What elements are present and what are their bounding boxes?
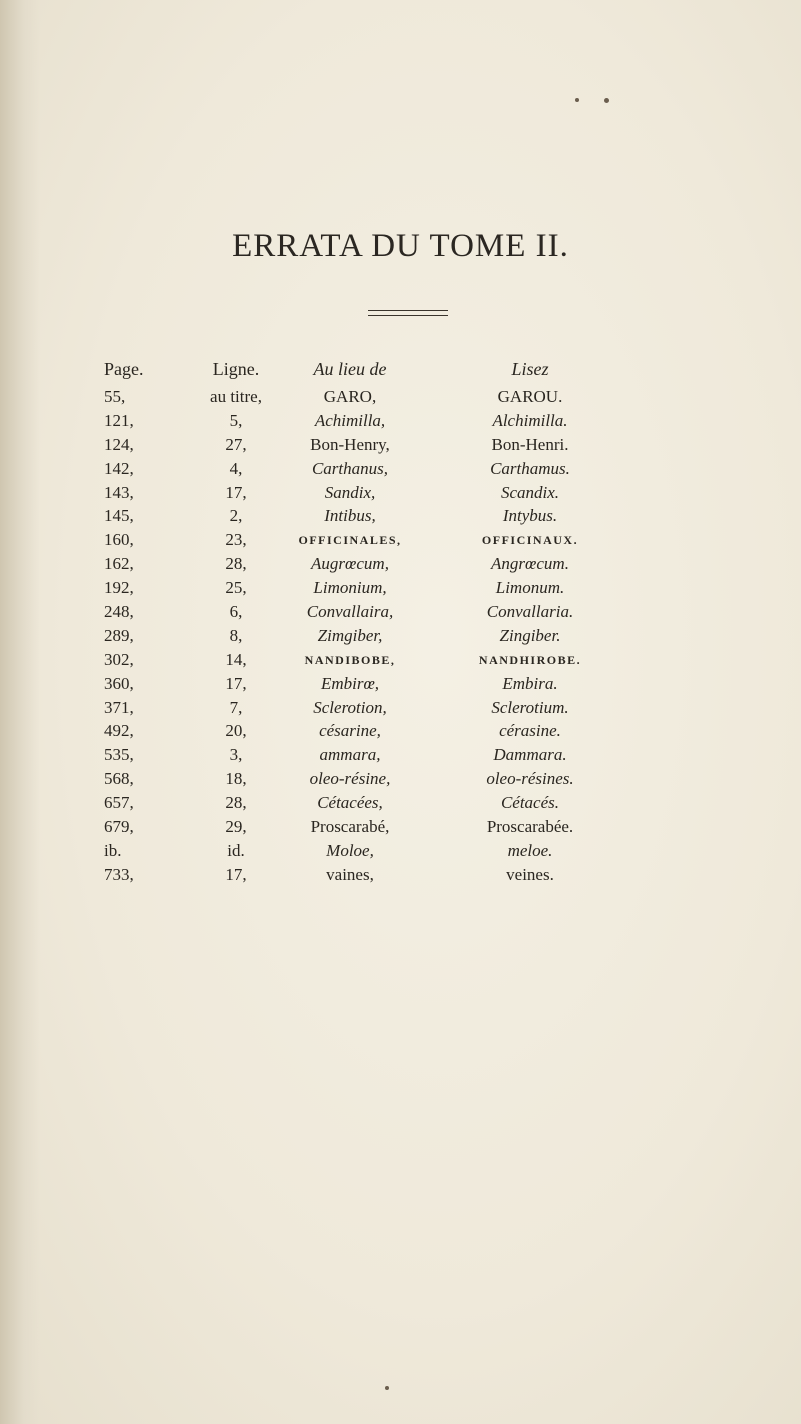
line-number: 17, bbox=[225, 482, 247, 502]
incorrect-text: Convallaira, bbox=[306, 602, 394, 622]
line-number: 7, bbox=[229, 697, 243, 717]
table-row bbox=[0, 434, 801, 458]
line-number: 23, bbox=[225, 530, 247, 550]
page-number: 162, bbox=[104, 554, 134, 574]
page-number: 145, bbox=[104, 506, 134, 526]
corrected-text: Convallaria. bbox=[486, 602, 574, 622]
line-number: 2, bbox=[229, 506, 243, 526]
page-number: ib. bbox=[104, 840, 122, 860]
table-row bbox=[0, 410, 801, 434]
table-row bbox=[0, 649, 801, 673]
line-number: 17, bbox=[225, 673, 247, 693]
corrected-text: Carthamus. bbox=[490, 458, 570, 478]
corrected-text: Sclerotium. bbox=[491, 697, 569, 717]
table-row bbox=[0, 458, 801, 482]
table-row bbox=[0, 386, 801, 410]
incorrect-text: Cétacées, bbox=[317, 793, 383, 813]
page-number: 143, bbox=[104, 482, 134, 502]
table-row bbox=[0, 864, 801, 888]
incorrect-text: oleo-résine, bbox=[309, 769, 391, 789]
ink-speck bbox=[575, 98, 579, 102]
line-number: 18, bbox=[225, 769, 247, 789]
table-row bbox=[0, 792, 801, 816]
table-header bbox=[0, 358, 801, 386]
corrected-text: Zingiber. bbox=[499, 625, 561, 645]
page-number: 679, bbox=[104, 817, 134, 837]
corrected-text: Limonum. bbox=[495, 578, 565, 598]
incorrect-text: GARO, bbox=[323, 387, 377, 406]
table-row bbox=[0, 577, 801, 601]
ink-speck bbox=[604, 98, 609, 103]
page-number: 733, bbox=[104, 864, 134, 884]
line-number: 6, bbox=[229, 602, 243, 622]
line-number: 17, bbox=[225, 864, 247, 884]
header-line: Ligne. bbox=[212, 359, 260, 379]
table-row bbox=[0, 697, 801, 721]
incorrect-text: Moloe, bbox=[326, 840, 374, 860]
line-number: 27, bbox=[225, 434, 247, 454]
incorrect-text: Bon-Henry, bbox=[310, 434, 390, 454]
corrected-text: Bon-Henri. bbox=[491, 434, 569, 454]
incorrect-text: Intibus, bbox=[324, 506, 376, 526]
page-number: 121, bbox=[104, 410, 134, 430]
header-page: Page. bbox=[104, 359, 144, 379]
ink-speck bbox=[385, 1386, 389, 1390]
line-number: id. bbox=[227, 840, 245, 860]
corrected-text: veines. bbox=[506, 864, 554, 884]
incorrect-text: ammara, bbox=[319, 745, 381, 765]
corrected-text: Scandix. bbox=[500, 482, 560, 502]
corrected-text: GAROU. bbox=[497, 387, 563, 406]
table-row bbox=[0, 529, 801, 553]
page-number: 535, bbox=[104, 745, 134, 765]
line-number: 14, bbox=[225, 649, 247, 669]
errata-table bbox=[0, 358, 801, 888]
incorrect-text: Sclerotion, bbox=[313, 697, 387, 717]
page-number: 302, bbox=[104, 649, 134, 669]
table-row bbox=[0, 720, 801, 744]
corrected-text: OFFICINAUX. bbox=[481, 533, 579, 548]
table-row bbox=[0, 601, 801, 625]
corrected-text: Cétacés. bbox=[500, 793, 560, 813]
incorrect-text: Augrœcum, bbox=[311, 554, 389, 574]
incorrect-text: NANDIBOBE, bbox=[304, 652, 396, 667]
incorrect-text: OFFICINALES, bbox=[298, 533, 402, 548]
corrected-text: meloe. bbox=[507, 840, 553, 860]
line-number: 4, bbox=[229, 458, 243, 478]
line-number: 28, bbox=[225, 554, 247, 574]
incorrect-text: Limonium, bbox=[313, 578, 387, 598]
line-number: 29, bbox=[225, 817, 247, 837]
line-number: 5, bbox=[229, 410, 243, 430]
page-number: 657, bbox=[104, 793, 134, 813]
page-number: 248, bbox=[104, 602, 134, 622]
errata-rows bbox=[0, 386, 801, 888]
page-number: 142, bbox=[104, 458, 134, 478]
corrected-text: cérasine. bbox=[499, 721, 561, 741]
corrected-text: Embira. bbox=[502, 673, 558, 693]
incorrect-text: Embirœ, bbox=[320, 673, 380, 693]
incorrect-text: vaines, bbox=[326, 864, 374, 884]
table-row bbox=[0, 553, 801, 577]
page-number: 192, bbox=[104, 578, 134, 598]
header-read: Lisez bbox=[511, 359, 549, 379]
page-number: 124, bbox=[104, 434, 134, 454]
line-number: au titre, bbox=[210, 387, 262, 406]
table-row bbox=[0, 505, 801, 529]
page-title: ERRATA DU TOME II. bbox=[232, 228, 569, 264]
incorrect-text: césarine, bbox=[319, 721, 381, 741]
corrected-text: NANDHIROBE. bbox=[478, 652, 582, 667]
table-row bbox=[0, 482, 801, 506]
corrected-text: oleo-résines. bbox=[486, 769, 574, 789]
table-row bbox=[0, 768, 801, 792]
line-number: 8, bbox=[229, 625, 243, 645]
corrected-text: Dammara. bbox=[493, 745, 567, 765]
line-number: 3, bbox=[229, 745, 243, 765]
corrected-text: Angrœcum. bbox=[491, 554, 569, 574]
table-row bbox=[0, 673, 801, 697]
page-number: 492, bbox=[104, 721, 134, 741]
table-row bbox=[0, 816, 801, 840]
page-number: 160, bbox=[104, 530, 134, 550]
title-rule bbox=[368, 310, 448, 316]
corrected-text: Proscarabée. bbox=[486, 817, 574, 837]
incorrect-text: Sandix, bbox=[324, 482, 376, 502]
table-row bbox=[0, 625, 801, 649]
line-number: 20, bbox=[225, 721, 247, 741]
incorrect-text: Zimgiber, bbox=[317, 625, 383, 645]
page-number: 55, bbox=[104, 387, 126, 406]
incorrect-text: Proscarabé, bbox=[310, 817, 390, 837]
table-row bbox=[0, 744, 801, 768]
page-number: 568, bbox=[104, 769, 134, 789]
page-number: 289, bbox=[104, 625, 134, 645]
table-row bbox=[0, 840, 801, 864]
corrected-text: Alchimilla. bbox=[492, 410, 568, 430]
line-number: 28, bbox=[225, 793, 247, 813]
page-number: 360, bbox=[104, 673, 134, 693]
incorrect-text: Achimilla, bbox=[314, 410, 386, 430]
page-number: 371, bbox=[104, 697, 134, 717]
header-instead: Au lieu de bbox=[313, 359, 387, 379]
corrected-text: Intybus. bbox=[502, 506, 558, 526]
line-number: 25, bbox=[225, 578, 247, 598]
incorrect-text: Carthanus, bbox=[311, 458, 389, 478]
